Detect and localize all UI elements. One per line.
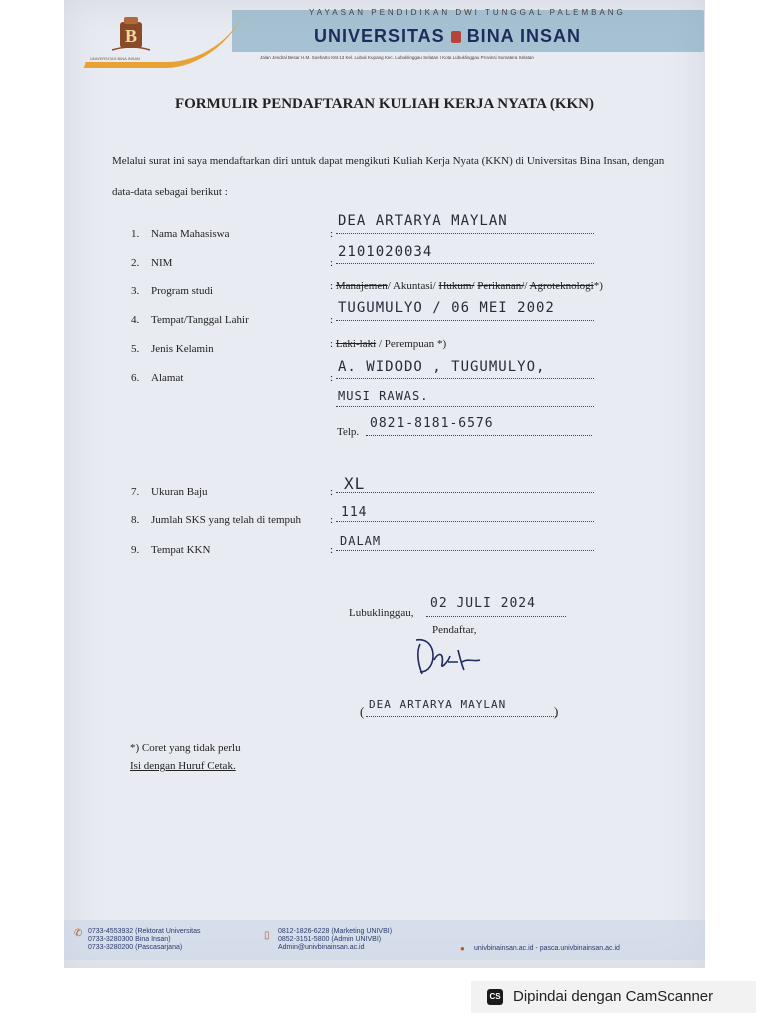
form-intro: Melalui surat ini saya mendaftarkan diri untuk dapat mengikuti Kuliah Kerja Nyata (KKN) di Universitas Bina Insan, dengan data-data sebagai berikut : <box>112 155 665 198</box>
field-value-nim: 2101020034 <box>338 244 433 260</box>
footer-mobiles <box>278 928 392 952</box>
svg-text:B: B <box>124 26 138 46</box>
telp-value: 0821-8181-6576 <box>370 416 494 431</box>
field-value-address: A. WIDODO , TUGUMULYO, <box>338 359 546 375</box>
form-title: FORMULIR PENDAFTARAN KULIAH KERJA NYATA (KKN) <box>174 96 595 112</box>
document-page <box>64 0 705 968</box>
dotted-line <box>336 550 594 551</box>
program-option-manajemen: Manajemen <box>335 280 388 292</box>
footer-email: Admin@univbinainsan.ac.id <box>278 944 365 951</box>
camscanner-badge <box>471 981 756 1013</box>
footer-mobile-note: (Admin UNIVBI) <box>331 936 382 943</box>
field-number: 6. <box>131 372 140 384</box>
gender-option-male: Laki-laki <box>335 338 377 350</box>
university-mark-icon <box>451 31 461 43</box>
footer-phone: 0733-3280300 <box>88 936 134 943</box>
dotted-line <box>366 716 556 717</box>
footer-phone: 0733-4553932 <box>88 928 134 935</box>
field-row-program <box>131 285 213 297</box>
signature-name-open-paren: ( <box>360 704 365 719</box>
field-colon: : <box>330 544 334 556</box>
field-number: 1. <box>131 228 140 240</box>
field-value-birth: TUGUMULYO / 06 MEI 2002 <box>338 300 555 316</box>
footer-mobile: 0812-1826-6228 <box>278 928 330 935</box>
university-name-right: BINA INSAN <box>466 26 582 46</box>
dotted-line <box>426 616 566 617</box>
field-colon: : <box>330 486 334 498</box>
signature-date: 02 JULI 2024 <box>430 596 536 611</box>
field-value-address-line2: MUSI RAWAS. <box>338 389 429 403</box>
telp-label: Telp. <box>337 426 360 438</box>
dotted-line <box>366 435 592 436</box>
field-value-name: DEA ARTARYA MAYLAN <box>338 213 508 229</box>
field-colon: : <box>330 228 334 240</box>
logo-caption: UNIVERSITAS BINA INSAN <box>90 56 140 61</box>
footer-mobile: 0852-3151-5800 <box>278 936 330 943</box>
note-print-instruction: Isi dengan Huruf Cetak. <box>130 760 236 772</box>
signature-role: Pendaftar, <box>432 624 477 636</box>
field-colon: : <box>330 257 334 269</box>
field-value-shirt: XL <box>344 474 366 493</box>
dotted-line <box>336 492 594 493</box>
signature-place: Lubuklinggau, <box>349 607 414 619</box>
field-label: NIM <box>151 257 173 269</box>
dotted-line <box>336 406 594 407</box>
phone-icon: ✆ <box>74 928 83 939</box>
footer-mobile-note: (Marketing UNIVBI) <box>331 928 393 935</box>
footer-web: univbinainsan.ac.id - pasca.univbinainsan.ac.id <box>474 945 620 952</box>
program-option-perikanan: Perikanan/ <box>477 280 525 292</box>
program-option-hukum: Hukum/ <box>438 280 475 292</box>
field-label: Jumlah SKS yang telah di tempuh <box>151 514 302 526</box>
field-label: Tempat/Tanggal Lahir <box>151 314 249 326</box>
field-label: Alamat <box>151 372 184 384</box>
field-row-gender <box>131 343 214 355</box>
handwritten-signature-icon <box>408 632 488 682</box>
field-number: 2. <box>131 257 140 269</box>
footer-phone-note: (Pascasarjana) <box>135 944 183 951</box>
field-label: Jenis Kelamin <box>151 343 214 355</box>
dotted-line <box>336 378 594 379</box>
web-icon: ● <box>460 944 465 953</box>
program-note: *) <box>593 280 603 292</box>
footer-phone: 0733-3280200 <box>88 944 134 951</box>
field-label: Ukuran Baju <box>151 486 208 498</box>
field-row-sks <box>131 514 301 526</box>
field-label: Program studi <box>151 285 214 297</box>
field-row-name <box>131 228 230 240</box>
field-value-sks: 114 <box>341 505 368 520</box>
footer-phone-note: (Rektorat Universitas <box>135 928 201 935</box>
dotted-line <box>336 263 594 264</box>
field-row-address <box>131 372 183 384</box>
dotted-line <box>336 233 594 234</box>
foundation-name: YAYASAN PENDIDIKAN DWI TUNGGAL PALEMBANG <box>309 8 626 17</box>
gender-note: *) <box>436 338 447 350</box>
field-label: Tempat KKN <box>151 544 211 556</box>
program-option-agroteknologi: Agroteknologi <box>529 280 594 292</box>
dotted-line <box>336 521 594 522</box>
signature-name-close-paren: ) <box>554 704 559 719</box>
field-number: 3. <box>131 285 140 297</box>
field-number: 4. <box>131 314 140 326</box>
field-label: Nama Mahasiswa <box>151 228 230 240</box>
field-row-kkn <box>131 544 210 556</box>
university-name <box>314 26 581 47</box>
camscanner-text: Dipindai dengan CamScanner <box>513 988 714 1005</box>
field-colon: : <box>330 314 334 326</box>
footer-phone-note: Bina Insan) <box>135 936 171 943</box>
field-colon: : <box>330 514 334 526</box>
note-strike-instruction: *) Coret yang tidak perlu <box>130 742 241 754</box>
field-row-nim <box>131 257 172 269</box>
field-row-shirt <box>131 486 208 498</box>
program-options: : Manajemen/ Akuntasi/ Hukum/ Perikanan// Agroteknologi*) <box>330 280 603 292</box>
university-address: Jalan Jendral Besar H.M. Soeharto KM.13 Kel. Lubuk Kupang Kec. Lubuklinggau Selatan I Kota Lubuklinggau Provinsi Sumatera Selatan <box>260 55 534 60</box>
gender-options: : Laki-laki / Perempuan *) <box>330 338 447 350</box>
footer-phones <box>88 928 200 952</box>
gender-option-female: / Perempuan <box>378 338 435 350</box>
field-colon: : <box>330 372 334 384</box>
signature-name: DEA ARTARYA MAYLAN <box>369 698 507 711</box>
camscanner-logo-icon: CS <box>487 989 503 1005</box>
university-name-left: UNIVERSITAS <box>314 26 445 46</box>
field-number: 5. <box>131 343 140 355</box>
field-row-birth <box>131 314 249 326</box>
university-logo-icon <box>110 14 152 54</box>
field-number: 7. <box>131 486 140 498</box>
field-number: 8. <box>131 514 140 526</box>
mobile-icon: ▯ <box>264 930 270 941</box>
dotted-line <box>336 320 594 321</box>
field-value-kkn: DALAM <box>340 534 382 548</box>
field-number: 9. <box>131 544 140 556</box>
program-option-akuntansi: Akuntasi/ <box>392 280 436 292</box>
